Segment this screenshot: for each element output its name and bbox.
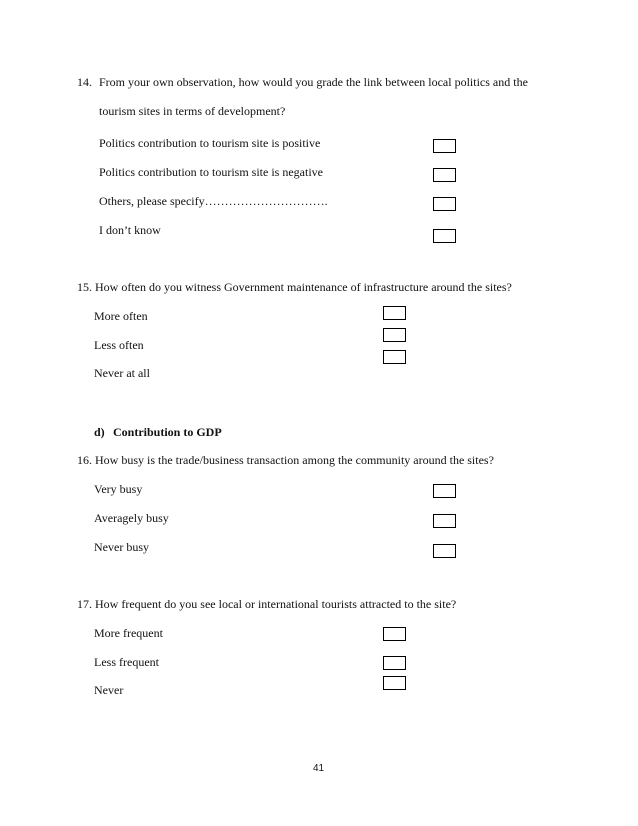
q14-option-dont-know-checkbox[interactable] — [433, 229, 456, 243]
q17-option-more-frequent: More frequent — [94, 626, 163, 640]
q14-option-others-checkbox[interactable] — [433, 197, 456, 211]
section-d-label: d) — [94, 425, 105, 439]
q14-option-dont-know: I don’t know — [99, 223, 161, 237]
question-14-text-line1: From your own observation, how would you grade the link between local politics and the — [99, 75, 528, 89]
q16-option-very-busy: Very busy — [94, 482, 143, 496]
q16-option-never-busy-checkbox[interactable] — [433, 544, 456, 558]
question-14-text-line2: tourism sites in terms of development? — [99, 104, 286, 118]
q14-option-positive-checkbox[interactable] — [433, 139, 456, 153]
q15-option-more-often-checkbox[interactable] — [383, 306, 406, 320]
q17-option-less-frequent: Less frequent — [94, 655, 159, 669]
q14-option-negative: Politics contribution to tourism site is negative — [99, 165, 323, 179]
q17-option-never-checkbox[interactable] — [383, 676, 406, 690]
section-d-heading: Contribution to GDP — [113, 425, 222, 439]
q16-option-averagely-busy-checkbox[interactable] — [433, 514, 456, 528]
question-15-text: 15. How often do you witness Government maintenance of infrastructure around the sites? — [77, 280, 512, 294]
q16-option-very-busy-checkbox[interactable] — [433, 484, 456, 498]
q16-option-averagely-busy: Averagely busy — [94, 511, 169, 525]
q16-option-never-busy: Never busy — [94, 540, 149, 554]
q15-option-never-checkbox[interactable] — [383, 350, 406, 364]
q15-option-less-often: Less often — [94, 338, 144, 352]
question-17-text: 17. How frequent do you see local or international tourists attracted to the site? — [77, 597, 457, 611]
page-number: 41 — [313, 763, 325, 774]
question-16-text: 16. How busy is the trade/business transaction among the community around the sites? — [77, 453, 494, 467]
q17-option-less-frequent-checkbox[interactable] — [383, 656, 406, 670]
q15-option-never: Never at all — [94, 366, 150, 380]
q15-option-more-often: More often — [94, 309, 148, 323]
q17-option-more-frequent-checkbox[interactable] — [383, 627, 406, 641]
question-14-number: 14. — [77, 75, 92, 89]
q14-option-others: Others, please specify…………………………. — [99, 194, 328, 208]
q14-option-negative-checkbox[interactable] — [433, 168, 456, 182]
q17-option-never: Never — [94, 683, 124, 697]
q15-option-less-often-checkbox[interactable] — [383, 328, 406, 342]
q14-option-positive: Politics contribution to tourism site is positive — [99, 136, 321, 150]
